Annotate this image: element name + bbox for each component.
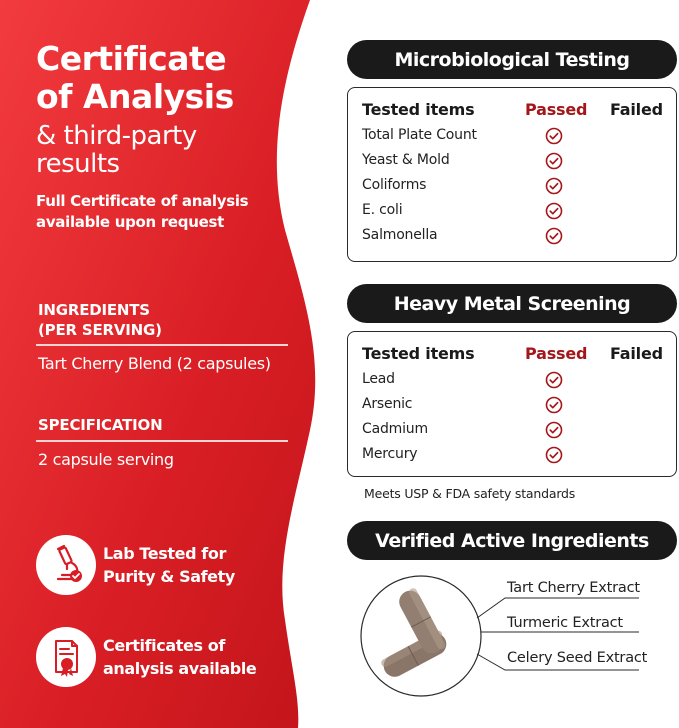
active-item: Turmeric Extract [507, 615, 623, 631]
check-circle-icon [545, 202, 563, 220]
metal-card [347, 331, 677, 477]
micro-col-item: Tested items [362, 100, 475, 119]
micro-header-row [362, 100, 666, 125]
ingredients-heading-line-1: INGREDIENTS [38, 301, 150, 319]
check-circle-icon [545, 127, 563, 145]
active-item: Celery Seed Extract [507, 650, 648, 666]
microscope-badge [36, 535, 96, 595]
ingredients-value: Tart Cherry Blend (2 capsules) [38, 354, 271, 373]
micro-row [362, 125, 666, 150]
micro-title-pill: Microbiological Testing [347, 40, 677, 79]
active-title-pill: Verified Active Ingredients [347, 521, 677, 560]
title-line-1: Certificate [36, 39, 227, 78]
active-item: Tart Cherry Extract [507, 580, 640, 596]
spec-heading: SPECIFICATION [38, 416, 163, 434]
micro-row-label: Coliforms [362, 177, 427, 193]
certificate-icon [36, 627, 96, 687]
metal-row [362, 369, 666, 394]
badge-certificates-line-2: analysis available [103, 659, 257, 678]
title-line-4: results [36, 149, 120, 179]
spec-value: 2 capsule serving [38, 450, 174, 469]
micro-row-label: E. coli [362, 202, 403, 218]
ingredients-heading [38, 300, 162, 340]
metal-row [362, 394, 666, 419]
micro-card [347, 87, 677, 262]
metal-row-label: Arsenic [362, 396, 413, 412]
title-line-2: of Analysis [36, 77, 234, 116]
badge-certificates-line-1: Certificates of [103, 636, 225, 655]
metal-col-passed: Passed [525, 344, 588, 363]
check-circle-icon [545, 421, 563, 439]
micro-row-label: Salmonella [362, 227, 438, 243]
micro-row [362, 175, 666, 200]
metal-row-label: Lead [362, 371, 395, 387]
metal-row [362, 444, 666, 469]
subtitle: Full Certificate of analysis available upon request [36, 192, 249, 231]
micro-row-label: Total Plate Count [362, 127, 477, 143]
micro-row [362, 150, 666, 175]
badge-lab-tested-line-2: Purity & Safety [103, 567, 235, 586]
certificate-badge [36, 627, 96, 687]
badge-lab-tested [103, 542, 235, 588]
metal-header-row [362, 344, 666, 369]
ingredients-heading-line-2: (PER SERVING) [38, 321, 162, 339]
check-circle-icon [545, 371, 563, 389]
metal-note: Meets USP & FDA safety standards [364, 486, 576, 501]
micro-row [362, 200, 666, 225]
check-circle-icon [545, 396, 563, 414]
micro-col-passed: Passed [525, 100, 588, 119]
spec-divider [36, 440, 288, 442]
check-circle-icon [545, 152, 563, 170]
metal-row-label: Cadmium [362, 421, 428, 437]
micro-row [362, 225, 666, 250]
badge-lab-tested-line-1: Lab Tested for [103, 544, 226, 563]
badge-certificates [103, 634, 256, 680]
metal-row-label: Mercury [362, 446, 418, 462]
microscope-icon [36, 535, 96, 595]
micro-col-failed: Failed [610, 100, 663, 119]
metal-title-pill: Heavy Metal Screening [347, 284, 677, 323]
micro-row-label: Yeast & Mold [362, 152, 450, 168]
metal-row [362, 419, 666, 444]
metal-col-failed: Failed [610, 344, 663, 363]
check-circle-icon [545, 227, 563, 245]
title-line-3: & third-party [36, 121, 197, 151]
ingredients-divider [36, 344, 288, 346]
check-circle-icon [545, 446, 563, 464]
metal-col-item: Tested items [362, 344, 475, 363]
check-circle-icon [545, 177, 563, 195]
